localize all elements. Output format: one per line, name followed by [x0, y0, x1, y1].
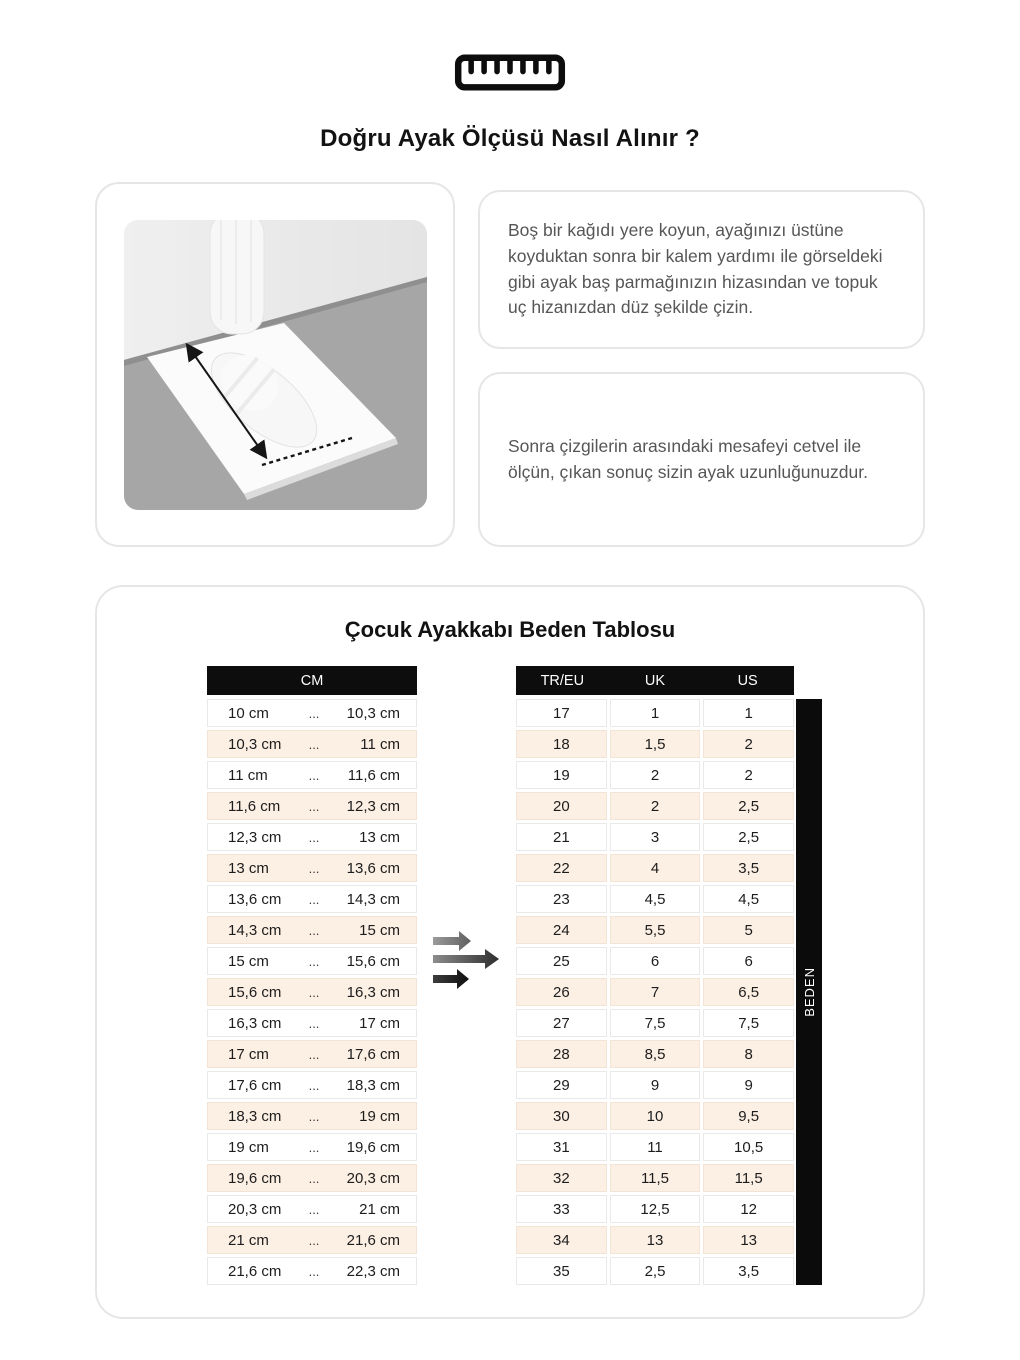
range-separator: ...	[308, 922, 320, 938]
mapping-arrows-wrap	[417, 666, 516, 1285]
measurement-photo-card	[95, 182, 455, 547]
cm-range-row	[207, 1071, 417, 1099]
size-cell-us: 2,5	[703, 823, 794, 851]
range-separator: ...	[308, 860, 320, 876]
size-cell-uk: 11	[610, 1133, 701, 1161]
instruction-notes	[478, 190, 925, 547]
size-table-header	[516, 666, 794, 695]
range-separator: ...	[308, 1170, 320, 1186]
cm-range-row	[207, 947, 417, 975]
range-separator: ...	[308, 1077, 320, 1093]
size-table-title: Çocuk Ayakkabı Beden Tablosu	[344, 617, 676, 642]
range-separator: ...	[308, 1108, 320, 1124]
shoe-size-table	[516, 666, 794, 1285]
size-cell-uk: 13	[610, 1226, 701, 1254]
cm-to-value: 14,3 cm	[346, 890, 400, 908]
size-table-body	[516, 699, 794, 1285]
cm-from-value: 19,6 cm	[228, 1169, 282, 1187]
size-cell-tr-eu: 32	[516, 1164, 607, 1192]
cm-from-value: 13 cm	[228, 859, 269, 877]
size-cell-tr-eu: 33	[516, 1195, 607, 1223]
size-cell-tr-eu: 21	[516, 823, 607, 851]
size-cell-us: 9	[703, 1071, 794, 1099]
size-cell-us: 9,5	[703, 1102, 794, 1130]
foot-measurement-photo	[124, 220, 427, 510]
cm-from-value: 17,6 cm	[228, 1076, 282, 1094]
cm-from-value: 21 cm	[228, 1231, 269, 1249]
size-cell-uk: 4,5	[610, 885, 701, 913]
size-tables-row	[97, 666, 923, 1285]
size-cell-uk: 2,5	[610, 1257, 701, 1285]
cm-range-row	[207, 761, 417, 789]
cm-to-value: 13 cm	[359, 828, 400, 846]
range-separator: ...	[308, 736, 320, 752]
cm-to-value: 17 cm	[359, 1014, 400, 1032]
size-cell-tr-eu: 28	[516, 1040, 607, 1068]
cm-to-value: 12,3 cm	[346, 797, 400, 815]
cm-to-value: 21,6 cm	[346, 1231, 400, 1249]
page-title: Doğru Ayak Ölçüsü Nasıl Alınır ?	[320, 125, 700, 152]
cm-range-row	[207, 978, 417, 1006]
range-separator: ...	[308, 1232, 320, 1248]
size-cell-us: 6,5	[703, 978, 794, 1006]
size-cell-uk: 6	[610, 947, 701, 975]
size-cell-us: 2,5	[703, 792, 794, 820]
cm-from-value: 10 cm	[228, 704, 269, 722]
size-cell-tr-eu: 29	[516, 1071, 607, 1099]
cm-to-value: 11,6 cm	[347, 766, 400, 784]
cm-range-row	[207, 730, 417, 758]
cm-to-value: 16,3 cm	[346, 983, 400, 1001]
size-cell-uk: 9	[610, 1071, 701, 1099]
size-cell-uk: 2	[610, 792, 701, 820]
cm-from-value: 20,3 cm	[228, 1200, 282, 1218]
range-separator: ...	[308, 1263, 320, 1279]
instruction-step-1	[478, 190, 925, 349]
size-cell-tr-eu: 25	[516, 947, 607, 975]
cm-to-value: 22,3 cm	[346, 1262, 400, 1280]
size-cell-us: 2	[703, 761, 794, 789]
size-cell-uk: 12,5	[610, 1195, 701, 1223]
cm-to-value: 17,6 cm	[346, 1045, 400, 1063]
range-separator: ...	[308, 705, 320, 721]
cm-range-table	[207, 666, 417, 1285]
size-cell-tr-eu: 22	[516, 854, 607, 882]
cm-range-row	[207, 823, 417, 851]
cm-from-value: 12,3 cm	[228, 828, 282, 846]
range-separator: ...	[308, 953, 320, 969]
size-cell-tr-eu: 20	[516, 792, 607, 820]
cm-to-value: 19,6 cm	[346, 1138, 400, 1156]
cm-from-value: 10,3 cm	[228, 735, 282, 753]
size-cell-uk: 8,5	[610, 1040, 701, 1068]
size-cell-us: 1	[703, 699, 794, 727]
cm-from-value: 11,6 cm	[228, 797, 281, 815]
instruction-step-2	[478, 372, 925, 547]
cm-range-row	[207, 1009, 417, 1037]
column-header-us: US	[737, 672, 758, 689]
cm-to-value: 15,6 cm	[346, 952, 400, 970]
range-separator: ...	[308, 1139, 320, 1155]
cm-from-value: 15 cm	[228, 952, 269, 970]
size-cell-us: 11,5	[703, 1164, 794, 1192]
right-arrows-icon	[431, 925, 503, 991]
cm-from-value: 14,3 cm	[228, 921, 282, 939]
page-header	[0, 0, 1020, 153]
cm-to-value: 13,6 cm	[346, 859, 400, 877]
size-cell-uk: 1	[610, 699, 701, 727]
size-cell-uk: 4	[610, 854, 701, 882]
cm-range-row	[207, 1195, 417, 1223]
size-cell-uk: 11,5	[610, 1164, 701, 1192]
cm-from-value: 17 cm	[228, 1045, 269, 1063]
size-cell-uk: 5,5	[610, 916, 701, 944]
size-cell-uk: 10	[610, 1102, 701, 1130]
cm-range-row	[207, 1226, 417, 1254]
size-cell-us: 5	[703, 916, 794, 944]
cm-range-row	[207, 885, 417, 913]
cm-from-value: 15,6 cm	[228, 983, 282, 1001]
cm-table-header: CM	[207, 666, 417, 695]
instruction-step-1-text: Boş bir kağıdı yere koyun, ayağınızı üstüne koyduktan sonra bir kalem yardımı ile görseldeki gibi ayak baş parmağınızın hizasından ve topuk uç hizanızdan düz şekilde çizin.	[508, 220, 883, 318]
cm-range-row	[207, 792, 417, 820]
cm-to-value: 15 cm	[359, 921, 400, 939]
cm-from-value: 11 cm	[228, 766, 268, 784]
range-separator: ...	[308, 1201, 320, 1217]
size-cell-tr-eu: 24	[516, 916, 607, 944]
range-separator: ...	[308, 891, 320, 907]
cm-to-value: 19 cm	[359, 1107, 400, 1125]
size-cell-tr-eu: 26	[516, 978, 607, 1006]
beden-side-label: BEDEN	[801, 967, 817, 1017]
cm-from-value: 13,6 cm	[228, 890, 282, 908]
howto-section	[95, 182, 925, 547]
range-separator: ...	[308, 829, 320, 845]
size-cell-tr-eu: 31	[516, 1133, 607, 1161]
cm-range-row	[207, 854, 417, 882]
size-cell-uk: 7	[610, 978, 701, 1006]
cm-to-value: 21 cm	[359, 1200, 400, 1218]
size-cell-tr-eu: 19	[516, 761, 607, 789]
size-cell-tr-eu: 27	[516, 1009, 607, 1037]
size-cell-tr-eu: 23	[516, 885, 607, 913]
size-cell-uk: 7,5	[610, 1009, 701, 1037]
size-cell-us: 4,5	[703, 885, 794, 913]
size-cell-tr-eu: 35	[516, 1257, 607, 1285]
size-cell-tr-eu: 18	[516, 730, 607, 758]
size-cell-us: 13	[703, 1226, 794, 1254]
cm-range-row	[207, 1164, 417, 1192]
size-cell-uk: 2	[610, 761, 701, 789]
size-cell-uk: 1,5	[610, 730, 701, 758]
beden-side-bar	[796, 699, 822, 1285]
size-cell-us: 8	[703, 1040, 794, 1068]
size-cell-us: 12	[703, 1195, 794, 1223]
column-header-tr-eu: TR/EU	[540, 672, 585, 689]
cm-range-row	[207, 1133, 417, 1161]
instruction-step-2-text: Sonra çizgilerin arasındaki mesafeyi cetvel ile ölçün, çıkan sonuç sizin ayak uzunluğunuzdur.	[508, 435, 868, 482]
ruler-icon	[452, 54, 568, 91]
size-cell-us: 7,5	[703, 1009, 794, 1037]
cm-to-value: 18,3 cm	[346, 1076, 400, 1094]
column-header-uk: UK	[644, 672, 666, 689]
size-table-card	[95, 585, 925, 1319]
cm-from-value: 16,3 cm	[228, 1014, 282, 1032]
range-separator: ...	[308, 984, 320, 1000]
cm-to-value: 20,3 cm	[346, 1169, 400, 1187]
cm-range-row	[207, 1257, 417, 1285]
cm-to-value: 11 cm	[360, 735, 400, 753]
cm-from-value: 18,3 cm	[228, 1107, 282, 1125]
cm-from-value: 19 cm	[228, 1138, 269, 1156]
cm-range-row	[207, 699, 417, 727]
range-separator: ...	[308, 1015, 320, 1031]
size-cell-us: 6	[703, 947, 794, 975]
size-cell-tr-eu: 17	[516, 699, 607, 727]
size-cell-us: 3,5	[703, 854, 794, 882]
cm-range-row	[207, 1040, 417, 1068]
cm-to-value: 10,3 cm	[346, 704, 400, 722]
size-cell-tr-eu: 34	[516, 1226, 607, 1254]
cm-table-body	[207, 699, 417, 1285]
cm-from-value: 21,6 cm	[228, 1262, 282, 1280]
size-cell-tr-eu: 30	[516, 1102, 607, 1130]
range-separator: ...	[308, 767, 320, 783]
range-separator: ...	[308, 1046, 320, 1062]
range-separator: ...	[308, 798, 320, 814]
size-cell-us: 10,5	[703, 1133, 794, 1161]
size-cell-uk: 3	[610, 823, 701, 851]
cm-range-row	[207, 1102, 417, 1130]
size-cell-us: 3,5	[703, 1257, 794, 1285]
cm-range-row	[207, 916, 417, 944]
size-cell-us: 2	[703, 730, 794, 758]
